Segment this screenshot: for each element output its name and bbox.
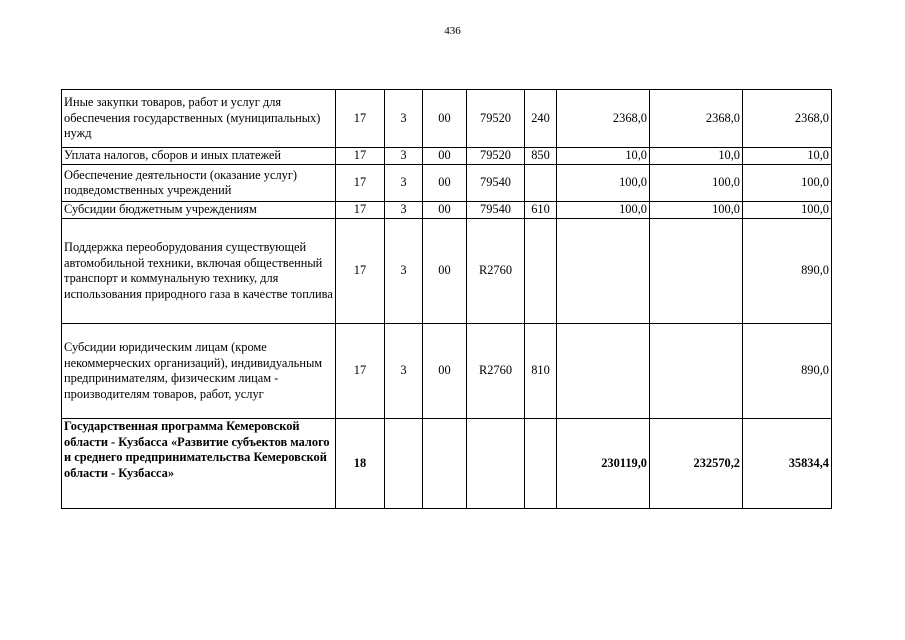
code-cell: 18 — [336, 419, 385, 509]
amount-cell-3: 2368,0 — [743, 90, 832, 148]
amount-cell-2 — [650, 219, 743, 324]
budget-table — [61, 89, 832, 509]
code-cell: 17 — [336, 90, 385, 148]
code-cell: 17 — [336, 165, 385, 202]
amount-cell-2: 2368,0 — [650, 90, 743, 148]
section-cell: 3 — [385, 324, 423, 419]
expense-type-cell — [525, 165, 557, 202]
amount-cell-1: 230119,0 — [557, 419, 650, 509]
section-cell: 3 — [385, 90, 423, 148]
table-row — [62, 419, 832, 509]
subsection-cell: 00 — [423, 165, 467, 202]
expense-type-cell — [525, 419, 557, 509]
target-article-cell — [467, 419, 525, 509]
target-article-cell: 79520 — [467, 148, 525, 165]
amount-cell-3: 10,0 — [743, 148, 832, 165]
table-row — [62, 148, 832, 165]
section-cell: 3 — [385, 202, 423, 219]
target-article-cell: 79520 — [467, 90, 525, 148]
amount-cell-2: 100,0 — [650, 202, 743, 219]
expense-type-cell: 610 — [525, 202, 557, 219]
amount-cell-1: 10,0 — [557, 148, 650, 165]
page-number: 436 — [444, 25, 461, 37]
row-name-cell: Уплата налогов, сборов и иных платежей — [62, 148, 336, 165]
amount-cell-2: 10,0 — [650, 148, 743, 165]
expense-type-cell — [525, 219, 557, 324]
table-row — [62, 202, 832, 219]
code-cell: 17 — [336, 219, 385, 324]
amount-cell-1 — [557, 324, 650, 419]
table-row — [62, 324, 832, 419]
amount-cell-2: 232570,2 — [650, 419, 743, 509]
row-name-cell: Субсидии юридическим лицам (кроме некоммерческих организаций), индивидуальным предпринимателям, физическим лицам - производителям товаров, работ, услуг — [62, 324, 336, 419]
table-row — [62, 165, 832, 202]
row-name-cell: Иные закупки товаров, работ и услуг для обеспечения государственных (муниципальных) нужд — [62, 90, 336, 148]
subsection-cell: 00 — [423, 90, 467, 148]
amount-cell-3: 100,0 — [743, 165, 832, 202]
amount-cell-2 — [650, 324, 743, 419]
section-cell: 3 — [385, 219, 423, 324]
target-article-cell: R2760 — [467, 219, 525, 324]
subsection-cell: 00 — [423, 324, 467, 419]
amount-cell-1 — [557, 219, 650, 324]
subsection-cell: 00 — [423, 219, 467, 324]
subsection-cell: 00 — [423, 202, 467, 219]
expense-type-cell: 240 — [525, 90, 557, 148]
amount-cell-1: 100,0 — [557, 165, 650, 202]
row-name-cell: Обеспечение деятельности (оказание услуг) подведомственных учреждений — [62, 165, 336, 202]
target-article-cell: 79540 — [467, 202, 525, 219]
row-name-cell: Поддержка переоборудования существующей автомобильной техники, включая общественный транспорт и коммунальную технику, для использования природного газа в качестве топлива — [62, 219, 336, 324]
section-cell: 3 — [385, 165, 423, 202]
subsection-cell: 00 — [423, 148, 467, 165]
code-cell: 17 — [336, 148, 385, 165]
amount-cell-1: 2368,0 — [557, 90, 650, 148]
target-article-cell: 79540 — [467, 165, 525, 202]
amount-cell-1: 100,0 — [557, 202, 650, 219]
target-article-cell: R2760 — [467, 324, 525, 419]
code-cell: 17 — [336, 324, 385, 419]
expense-type-cell: 850 — [525, 148, 557, 165]
row-name-cell: Государственная программа Кемеровской области - Кузбасса «Развитие субъектов малого и среднего предпринимательства Кемеровской области - Кузбасса» — [62, 419, 336, 509]
section-cell: 3 — [385, 148, 423, 165]
amount-cell-2: 100,0 — [650, 165, 743, 202]
amount-cell-3: 100,0 — [743, 202, 832, 219]
table-row — [62, 219, 832, 324]
table-row — [62, 90, 832, 148]
amount-cell-3: 35834,4 — [743, 419, 832, 509]
section-cell — [385, 419, 423, 509]
amount-cell-3: 890,0 — [743, 219, 832, 324]
row-name-cell: Субсидии бюджетным учреждениям — [62, 202, 336, 219]
subsection-cell — [423, 419, 467, 509]
expense-type-cell: 810 — [525, 324, 557, 419]
code-cell: 17 — [336, 202, 385, 219]
amount-cell-3: 890,0 — [743, 324, 832, 419]
